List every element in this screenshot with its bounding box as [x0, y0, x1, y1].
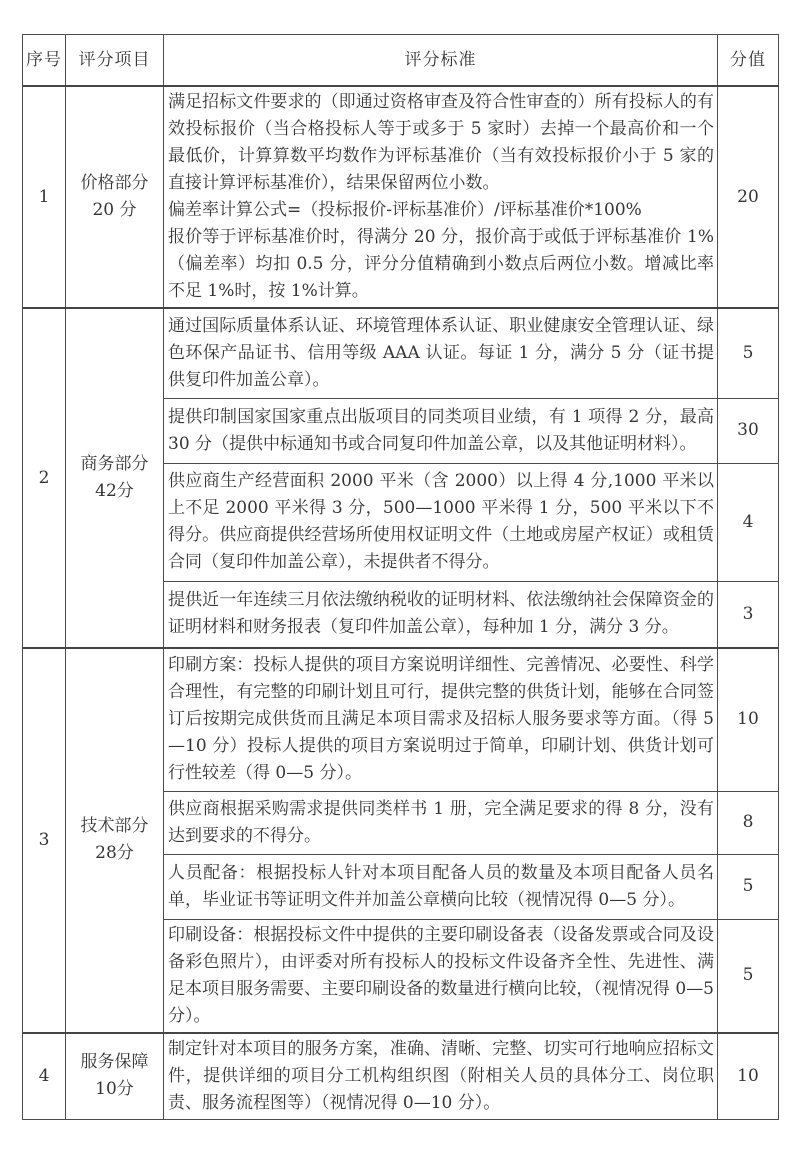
header-serial-number: 序号 [23, 35, 66, 87]
criterion-paragraph: 印刷方案：投标人提供的项目方案说明详细性、完善情况、必要性、科学合理性，有完整的印刷计划且可行，提供完整的供货计划，能够在合同签订后按期完成供货而且满足本项目需求及招标人服务要求等方面。（得 5—10 分）投标人提供的项目方案说明过于简单，印刷计划、供货计划可行性较差（得 0—5 分）。 [168, 655, 714, 784]
scoring-item-cell [66, 1033, 164, 1120]
criterion-paragraph: 通过国际质量体系认证、环境管理体系认证、职业健康安全管理认证、绿色环保产品证书、信用等级 AAA 认证。每证 1 分，满分 5 分（证书提供复印件加盖公章）。 [168, 315, 714, 390]
criterion-paragraph: 提供近一年连续三月依法缴纳税收的证明材料、依法缴纳社会保障资金的证明材料和财务报表（复印件加盖公章），每种加 1 分，满分 3 分。 [168, 590, 714, 638]
item-points: 28分 [95, 843, 134, 864]
header-scoring-item: 评分项目 [66, 35, 164, 87]
score-cell: 10 [718, 648, 779, 791]
criterion-cell [164, 581, 718, 648]
serial-number-cell: 1 [23, 86, 66, 308]
criterion-cell [164, 791, 718, 854]
header-scoring-standard: 评分标准 [164, 35, 718, 87]
scoring-item-cell [66, 648, 164, 1033]
scoring-item-cell [66, 86, 164, 308]
score-cell: 20 [718, 86, 779, 308]
score-cell: 5 [718, 854, 779, 919]
item-name: 价格部分 [80, 173, 149, 193]
item-name: 商务部分 [80, 454, 149, 474]
criterion-cell [164, 463, 718, 581]
criterion-paragraph: 印刷设备：根据投标文件中提供的主要印刷设备表（设备发票或合同及设备彩色照片），由评委对所有投标人的投标文件设备齐全性、先进性、满足本项目服务需要、主要印刷设备的数量进行横向比较，（视情况得 0—5 分）。 [168, 924, 714, 1026]
serial-number-cell: 2 [23, 308, 66, 648]
criterion-cell [164, 86, 718, 308]
criterion-cell [164, 854, 718, 919]
score-cell: 30 [718, 398, 779, 463]
table-row [23, 648, 779, 791]
score-cell: 5 [718, 919, 779, 1033]
criterion-paragraph: 报价等于评标基准价时，得满分 20 分，报价高于或低于评标基准价 1%（偏差率）均扣 0.5 分，评分分值精确到小数点后两位小数。增减比率不足 1%时，按 1%计算。 [168, 227, 714, 301]
scoring-item-cell [66, 308, 164, 648]
score-cell: 8 [718, 791, 779, 854]
criterion-cell [164, 398, 718, 463]
criterion-paragraph: 供应商根据采购需求提供同类样书 1 册，完全满足要求的得 8 分，没有达到要求的不得分。 [168, 798, 714, 846]
table-row [23, 86, 779, 308]
serial-number-cell: 3 [23, 648, 66, 1033]
criterion-cell [164, 1033, 718, 1120]
header-points: 分值 [718, 35, 779, 87]
serial-number-cell: 4 [23, 1033, 66, 1120]
score-cell: 4 [718, 463, 779, 581]
criterion-paragraph: 制定针对本项目的服务方案，准确、清晰、完整、切实可行地响应招标文件，提供详细的项目分工机构组织图（附相关人员的具体分工、岗位职责、服务流程图等）（视情况得 0—10 分）。 [168, 1038, 714, 1113]
criterion-cell [164, 919, 718, 1033]
item-name: 技术部分 [80, 816, 149, 837]
table-row [23, 308, 779, 398]
item-name: 服务保障 [80, 1052, 149, 1072]
criterion-paragraph: 供应商生产经营面积 2000 平米（含 2000）以上得 4 分,1000 平米以上不足 2000 平米得 3 分，500—1000 平米得 1 分，500 平米以下不得分。供应商提供经营场所使用权证明文件（土地或房屋产权证）或租赁合同（复印件加盖公章），未提供者不得分。 [168, 471, 714, 572]
scoring-criteria-table [22, 34, 779, 1120]
item-points: 20 分 [92, 200, 137, 220]
header-row [23, 35, 779, 87]
criterion-cell [164, 648, 718, 791]
item-points: 10分 [95, 1079, 134, 1099]
table-row [23, 1033, 779, 1120]
criterion-paragraph: 人员配备：根据投标人针对本项目配备人员的数量及本项目配备人员名单，毕业证书等证明文件并加盖公章横向比较（视情况得 0—5 分）。 [168, 862, 714, 910]
criterion-paragraph: 满足招标文件要求的（即通过资格审查及符合性审查的）所有投标人的有效投标报价（当合格投标人等于或多于 5 家时）去掉一个最高价和一个最低价，计算算数平均数作为评标基准价（当有效投标报价小于 5 家的直接计算评标基准价），结果保留两位小数。 [168, 92, 714, 193]
criterion-paragraph: 提供印制国家国家重点出版项目的同类项目业绩，有 1 项得 2 分，最高 30 分（提供中标通知书或合同复印件加盖公章，以及其他证明材料）。 [168, 406, 714, 454]
criterion-paragraph: 偏差率计算公式=（投标报价-评标基准价）/评标基准价*100% [168, 200, 642, 220]
score-cell: 10 [718, 1033, 779, 1120]
item-points: 42分 [95, 481, 134, 501]
score-cell: 3 [718, 581, 779, 648]
score-cell: 5 [718, 308, 779, 398]
criterion-cell [164, 308, 718, 398]
